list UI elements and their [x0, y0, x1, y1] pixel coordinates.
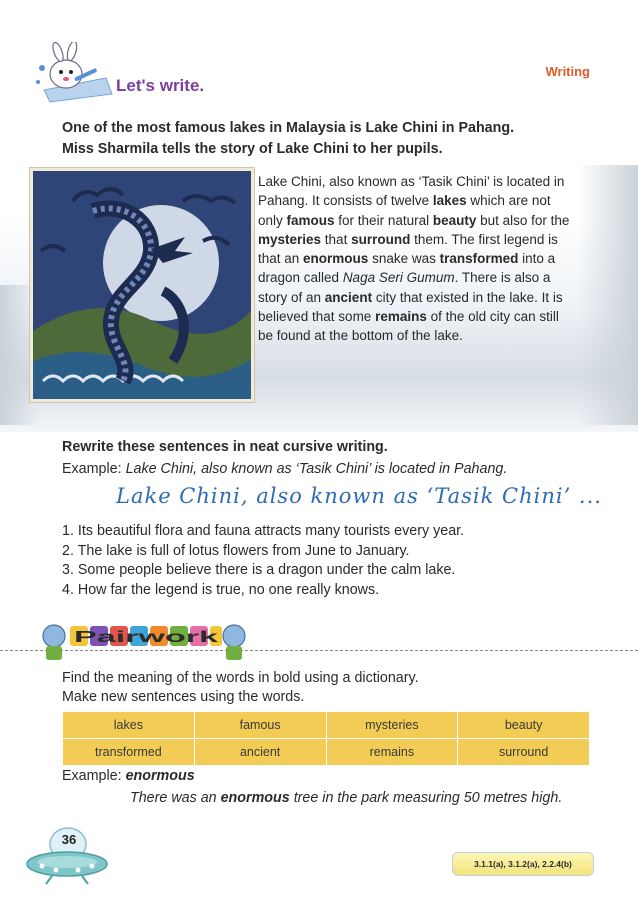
sentence-part: tree in the park measuring 50 metres high. [289, 790, 563, 806]
story-text: Lake Chini, also known as ‘Tasik Chini’ is located in Pahang. It consists of twelve [258, 174, 565, 209]
standards-codes: 3.1.1(a), 3.1.2(a), 2.2.4(b) [452, 852, 594, 876]
bold-word: enormous [220, 790, 290, 806]
bold-word: transformed [439, 251, 519, 267]
word-cell: beauty [458, 712, 590, 739]
bold-word: enormous [303, 251, 369, 267]
cloud-decoration [578, 165, 638, 425]
word-cell: remains [326, 739, 458, 766]
story-text: of the old city can still be found at the bottom of the lake. [258, 309, 559, 344]
dragon-illustration [30, 168, 254, 402]
instruction-line: Find the meaning of the words in bold using a dictionary. [62, 670, 419, 686]
rewrite-example [62, 461, 507, 477]
bold-word: famous [286, 212, 335, 228]
pairwork-title: Pairwork [74, 629, 219, 646]
pairwork-banner [34, 614, 254, 664]
story-text: city that existed in the lake. It is believed that some [258, 289, 563, 325]
list-item: 3. Some people believe there is a dragon under the calm lake. [62, 562, 456, 578]
story-text: for their natural [334, 212, 433, 228]
bold-word: lakes [432, 193, 467, 209]
italic-name: Naga Seri Gumum [342, 270, 455, 286]
section-label: Writing [545, 64, 590, 79]
instruction-line: Make new sentences using the words. [62, 689, 305, 705]
example-text: Lake Chini, also known as ‘Tasik Chini’ is located in Pahang. [125, 461, 508, 477]
lake-chini-story [258, 172, 576, 346]
bold-word: ancient [324, 289, 373, 305]
lets-write-title: Let's write. [116, 76, 205, 95]
intro-line: One of the most famous lakes in Malaysia is Lake Chini in Pahang. [62, 120, 515, 136]
word-table [62, 711, 590, 766]
list-item: 2. The lake is full of lotus flowers from June to January. [62, 542, 410, 559]
page-number: 36 [61, 832, 77, 847]
list-item: 4. How far the legend is true, no one really knows. [62, 581, 380, 598]
story-text: them. The first legend is that an [258, 231, 558, 267]
table-row [63, 712, 590, 739]
story-text: that [321, 231, 352, 247]
story-text: . There is also a story of an [258, 270, 551, 305]
example-label: Example: [62, 461, 126, 477]
word-cell: mysteries [326, 712, 458, 739]
bold-word: beauty [432, 212, 477, 228]
sentence-list [62, 522, 582, 600]
rabbit-mascot-icon [30, 42, 116, 104]
list-item: 1. Its beautiful flora and fauna attracts many tourists every year. [62, 523, 465, 539]
sentence-part: There was an [130, 790, 221, 806]
example-label: Example: [62, 768, 126, 784]
word-cell: famous [194, 712, 326, 739]
word-cell: lakes [63, 712, 195, 739]
example-word: enormous [125, 768, 195, 784]
cursive-example: Lake Chini, also known as ‘Tasik Chini’ ... [116, 484, 602, 508]
word-cell: surround [458, 739, 590, 766]
rewrite-title: Rewrite these sentences in neat cursive writing. [62, 439, 388, 455]
pairwork-example-sentence [130, 790, 562, 806]
pairwork-example-label [62, 768, 195, 784]
intro-line: Miss Sharmila tells the story of Lake Chini to her pupils. [62, 141, 443, 157]
table-row [63, 739, 590, 766]
story-text: but also for the [476, 212, 570, 228]
pairwork-instructions [62, 669, 592, 707]
bold-word: remains [375, 309, 427, 325]
story-text: into a dragon called [258, 251, 556, 286]
story-text: which are not only [258, 193, 551, 228]
bold-word: mysteries [258, 231, 322, 247]
word-cell: ancient [194, 739, 326, 766]
word-cell: transformed [63, 739, 195, 766]
bold-word: surround [351, 231, 411, 247]
story-text: snake was [368, 251, 440, 267]
intro-text [62, 118, 592, 160]
